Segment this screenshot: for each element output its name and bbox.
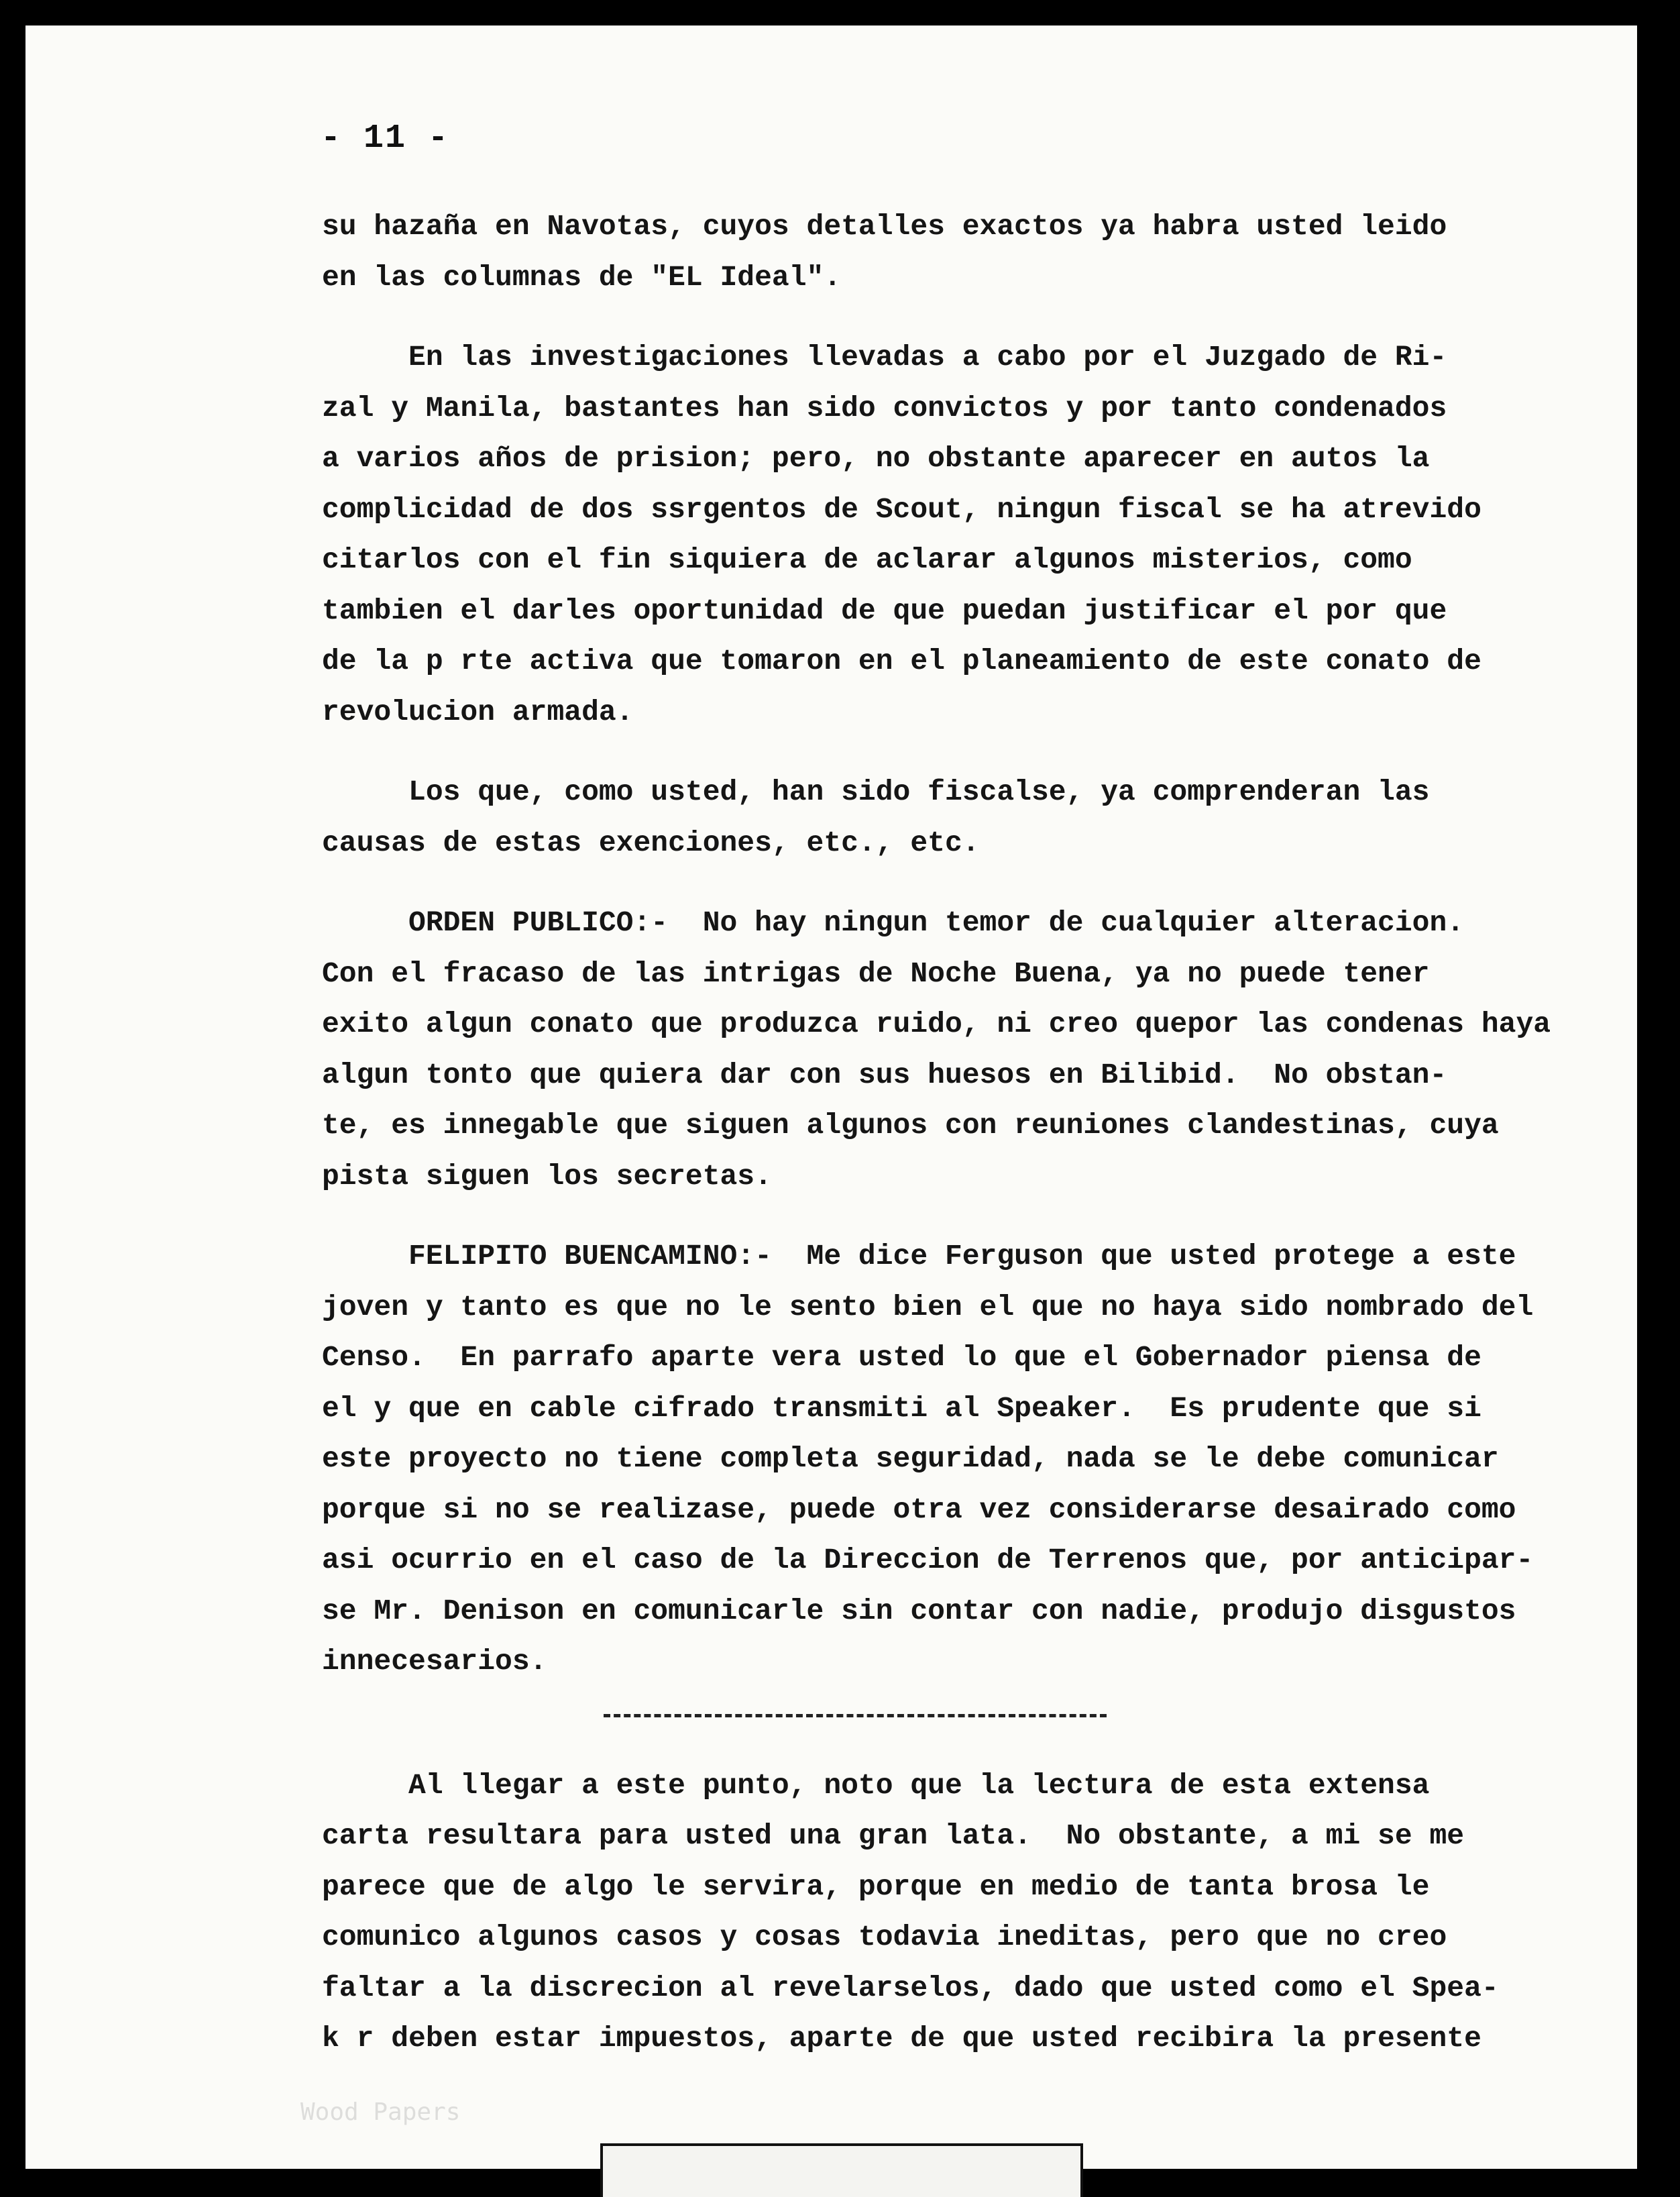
text-line: de la p rte activa que tomaron en el planeamiento de este conato de [322,645,1481,678]
text-line: Los que, como usted, han sido fiscalse, ya comprenderan las [322,775,1430,808]
text-line: ORDEN PUBLICO:- No hay ningun temor de cualquier alteracion. [322,906,1465,939]
text-line: en las columnas de "EL Ideal". [322,260,842,294]
text-line: a varios años de prision; pero, no obstante aparecer en autos la [322,442,1430,475]
text-line: joven y tanto es que no le sento bien el que no haya sido nombrado del [322,1290,1534,1324]
text-line: k r deben estar impuestos, aparte de que usted recibira la presente [322,2022,1481,2055]
letter-body [322,201,1610,2064]
bottom-binding-tab [600,2143,1083,2197]
paragraph [322,332,1610,737]
text-line: innecesarios. [322,1645,547,1678]
text-line: asi ocurrio en el caso de la Direccion de Terrenos que, por anticipar- [322,1544,1534,1576]
text-line: su hazaña en Navotas, cuyos detalles exactos ya habra usted leido [322,210,1447,243]
text-line: algun tonto que quiera dar con sus huesos en Bilibid. No obstan- [322,1058,1447,1091]
text-line: parece que de algo le servira, porque en medio de tanta brosa le [322,1870,1430,1903]
faded-stamp-text: Wood Papers [300,2098,461,2126]
text-line: comunico algunos casos y cosas todavia ineditas, pero que no creo [322,1921,1447,1953]
text-line: carta resultara para usted una gran lata. No obstante, a mi se me [322,1819,1465,1852]
paragraph-closing [322,1760,1610,2064]
text-line: te, es innegable que siguen algunos con reuniones clandestinas, cuya [322,1109,1499,1142]
text-line: zal y Manila, bastantes han sido convictos y por tanto condenados [322,391,1447,425]
text-line: Censo. En parrafo aparte vera usted lo que el Gobernador piensa de [322,1341,1481,1374]
text-line: tambien el darles oportunidad de que puedan justificar el por que [322,594,1447,627]
text-line: FELIPITO BUENCAMINO:- Me dice Ferguson que usted protege a este [322,1240,1516,1273]
text-line: el y que en cable cifrado transmiti al Speaker. Es prudente que si [322,1391,1481,1425]
paragraph-felipito-buencamino [322,1231,1610,1687]
paragraph [322,201,1610,303]
text-line: este proyecto no tiene completa seguridad, nada se le debe comunicar [322,1442,1499,1475]
page-number: - 11 - [321,119,450,158]
text-line: porque si no se realizase, puede otra vez considerarse desairado como [322,1493,1516,1526]
text-line: se Mr. Denison en comunicarle sin contar con nadie, produjo disgustos [322,1594,1516,1627]
text-line: pista siguen los secretas. [322,1159,772,1193]
paragraph-orden-publico [322,898,1610,1201]
document-page [25,25,1637,2169]
section-divider [604,1714,1107,1721]
text-line: revolucion armada. [322,695,634,729]
text-line: complicidad de dos ssrgentos de Scout, ningun fiscal se ha atrevido [322,492,1481,526]
text-line: citarlos con el fin siquiera de aclarar algunos misterios, como [322,543,1412,576]
text-line: causas de estas exenciones, etc., etc. [322,826,980,859]
text-line: Con el fracaso de las intrigas de Noche Buena, ya no puede tener [322,957,1430,990]
paragraph [322,767,1610,868]
text-line: faltar a la discrecion al revelarselos, dado que usted como el Spea- [322,1971,1499,2004]
text-line: Al llegar a este punto, noto que la lectura de esta extensa [322,1768,1430,1802]
text-line: En las investigaciones llevadas a cabo por el Juzgado de Ri- [322,341,1447,374]
text-line: exito algun conato que produzca ruido, ni creo quepor las condenas haya [322,1008,1551,1040]
